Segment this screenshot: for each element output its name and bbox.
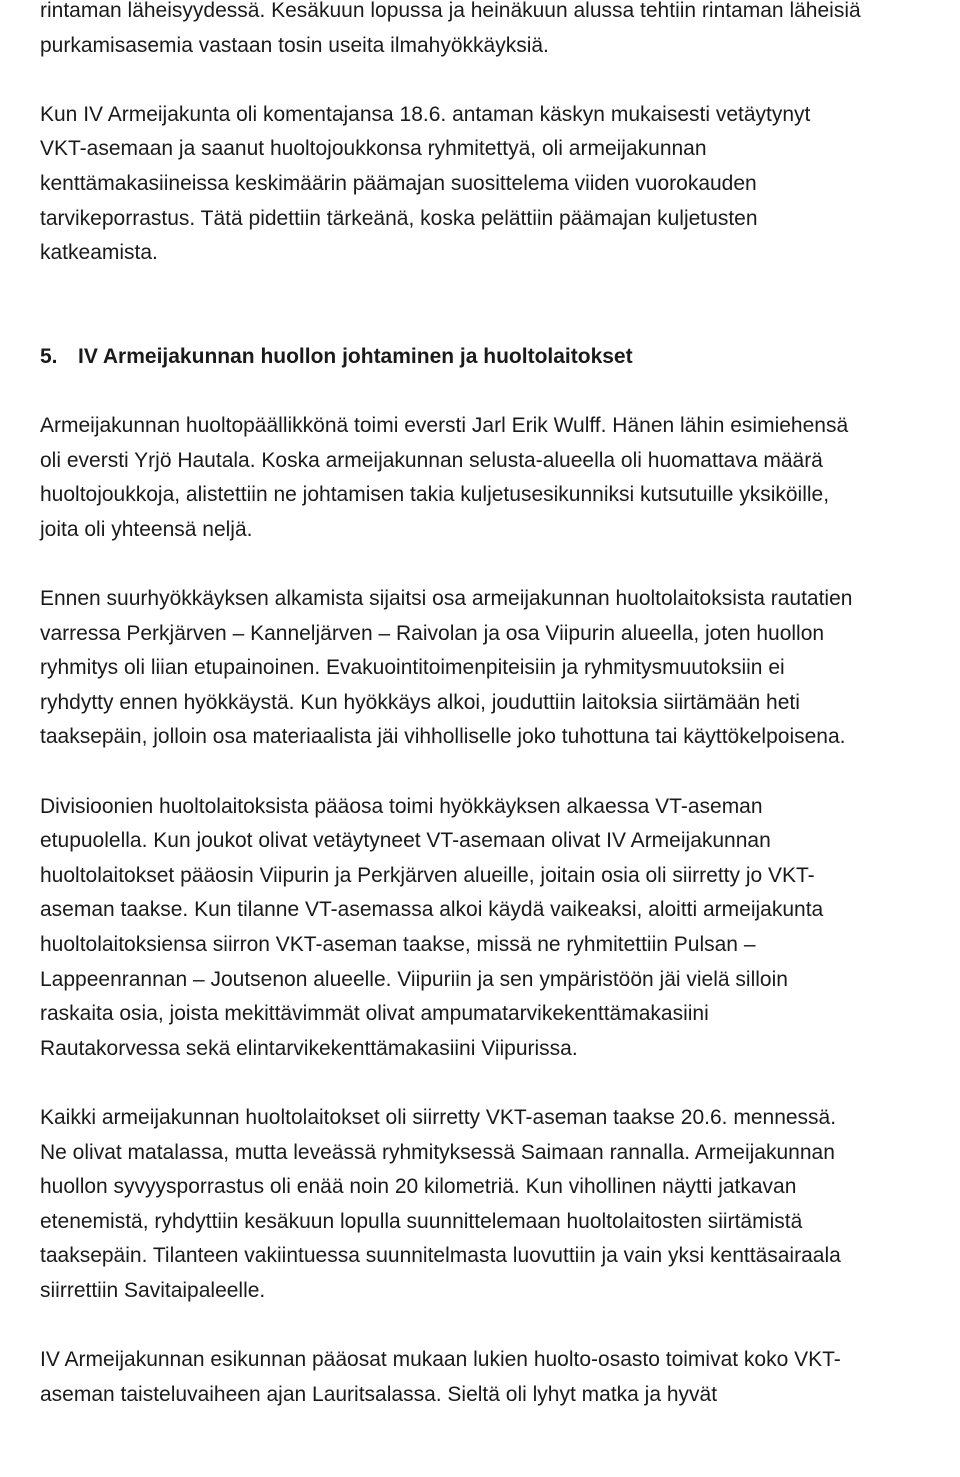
text-line: etenemistä, ryhdyttiin kesäkuun lopulla suunnittelemaan huoltolaitosten siirtämistä [40, 1209, 803, 1233]
text-line: Kaikki armeijakunnan huoltolaitokset oli siirretty VKT-aseman taakse 20.6. mennessä. [40, 1106, 837, 1129]
text-line: joita oli yhteensä neljä. [40, 517, 253, 541]
text-line: ryhmitys oli liian etupainoinen. Evakuointitoimenpiteisiin ja ryhmitysmuutoksiin ei [40, 656, 785, 680]
paragraph [40, 1101, 958, 1309]
section-number: 5. [40, 344, 58, 368]
text-line: raskaita osia, joista mekittävimmät olivat ampumatarvikekenttämakasiini [40, 1002, 709, 1026]
text-line: aseman taakse. Kun tilanne VT-asemassa alkoi käydä vaikeaksi, aloitti armeijakunta [40, 898, 824, 922]
paragraph-gap [40, 1066, 958, 1101]
text-line: VKT-asemaan ja saanut huoltojoukkonsa ryhmitettyä, oli armeijakunnan [40, 137, 707, 161]
paragraph [40, 409, 958, 547]
text-line: Rautakorvessa sekä elintarvikekenttämakasiini Viipurissa. [40, 1036, 578, 1060]
text-line: Armeijakunnan huoltopäällikkönä toimi eversti Jarl Erik Wulff. Hänen lähin esimiehensä [40, 414, 849, 438]
paragraph [40, 0, 958, 63]
text-line: huoltolaitoksiensa siirron VKT-aseman taakse, missä ne ryhmitettiin Pulsan – [40, 933, 756, 957]
text-line: aseman taisteluvaiheen ajan Lauritsalassa. Sieltä oli lyhyt matka ja hyvät [40, 1382, 718, 1406]
document-page [40, 0, 958, 1412]
text-line: Kun IV Armeijakunta oli komentajansa 18.6. antaman käskyn mukaisesti vetäytynyt [40, 102, 811, 126]
paragraph-gap [40, 548, 958, 583]
text-line: kenttämakasiineissa keskimäärin päämajan suosittelema viiden vuorokauden [40, 171, 757, 195]
paragraph-gap [40, 755, 958, 790]
section-title: IV Armeijakunnan huollon johtaminen ja huoltolaitokset [78, 344, 633, 368]
section-heading [40, 340, 958, 375]
paragraph-gap [40, 63, 958, 98]
text-line: purkamisasemia vastaan tosin useita ilmahyökkäyksiä. [40, 33, 549, 57]
text-line: rintaman läheisyydessä. Kesäkuun lopussa ja heinäkuun alussa tehtiin rintaman läheisiä [40, 0, 861, 22]
text-line: taaksepäin. Tilanteen vakiintuessa suunnitelmasta luovuttiin ja vain yksi kenttäsairaala [40, 1244, 841, 1268]
paragraph [40, 1343, 958, 1412]
text-line: taaksepäin, jolloin osa materiaalista jäi vihholliselle joko tuhottuna tai käyttökelpoisena. [40, 725, 846, 749]
text-line: IV Armeijakunnan esikunnan pääosat mukaan lukien huolto-osasto toimivat koko VKT- [40, 1348, 841, 1372]
paragraph-gap [40, 375, 958, 410]
text-line: huoltolaitokset pääosin Viipurin ja Perkjärven alueille, joitain osia oli siirretty jo VKT- [40, 863, 815, 887]
text-line: Ennen suurhyökkäyksen alkamista sijaitsi osa armeijakunnan huoltolaitoksista rautatien [40, 587, 853, 611]
paragraph [40, 582, 958, 755]
text-line: etupuolella. Kun joukot olivat vetäytyneet VT-asemaan olivat IV Armeijakunnan [40, 829, 771, 853]
text-line: katkeamista. [40, 241, 158, 265]
text-line: Divisioonien huoltolaitoksista pääosa toimi hyökkäyksen alkaessa VT-aseman [40, 794, 763, 818]
paragraph [40, 790, 958, 1067]
text-line: huollon syvyysporrastus oli enää noin 20 kilometriä. Kun vihollinen näytti jatkavan [40, 1175, 797, 1199]
paragraph-gap [40, 271, 958, 306]
paragraph [40, 98, 958, 271]
paragraph-gap [40, 1309, 958, 1344]
paragraph-gap [40, 305, 958, 340]
text-line: tarvikeporrastus. Tätä pidettiin tärkeänä, koska pelättiin päämajan kuljetusten [40, 206, 758, 230]
text-line: Lappeenrannan – Joutsenon alueelle. Viipuriin ja sen ympäristöön jäi vielä silloin [40, 967, 788, 991]
text-line: huoltojoukkoja, alistettiin ne johtamisen takia kuljetusesikunniksi kutsutuille yksiköille, [40, 483, 830, 507]
text-line: varressa Perkjärven – Kanneljärven – Raivolan ja osa Viipurin alueella, joten huollon [40, 621, 825, 645]
text-line: oli eversti Yrjö Hautala. Koska armeijakunnan selusta-alueella oli huomattava määrä [40, 448, 823, 472]
text-line: ryhdytty ennen hyökkäystä. Kun hyökkäys alkoi, jouduttiin laitoksia siirtämään heti [40, 690, 800, 714]
text-line: siirrettiin Savitaipaleelle. [40, 1278, 266, 1302]
text-line: Ne olivat matalassa, mutta leveässä ryhmityksessä Saimaan rannalla. Armeijakunnan [40, 1140, 835, 1164]
